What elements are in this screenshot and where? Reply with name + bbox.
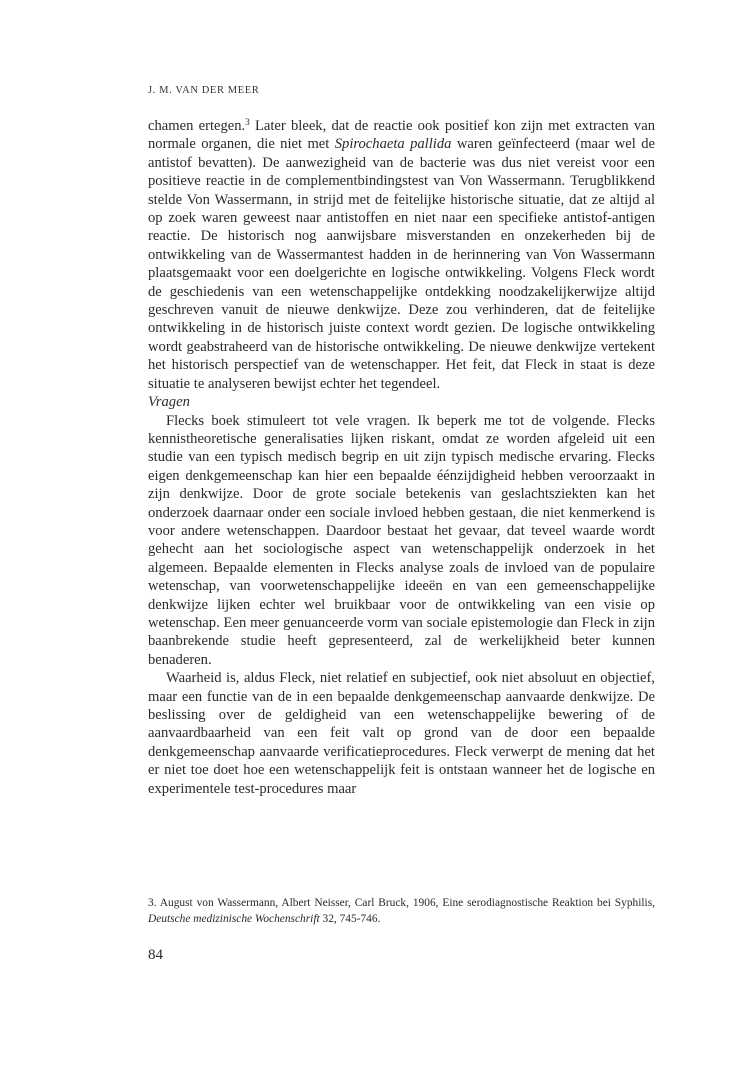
footnote-reference: 3 bbox=[245, 117, 250, 127]
body-text bbox=[148, 117, 655, 798]
running-head: J. M. VAN DER MEER bbox=[148, 85, 260, 96]
footnote-citation: 3. August von Wassermann, Albert Neisser, Carl Bruck, 1906, Eine serodiagnostische Reaktion bei Syphilis, bbox=[148, 897, 655, 909]
paragraph-continued bbox=[148, 117, 655, 393]
footnote-text bbox=[148, 896, 655, 927]
footnote-pages: 32, 745-746. bbox=[319, 912, 381, 925]
journal-title: Deutsche medizinische Wochenschrift bbox=[148, 912, 320, 925]
paragraph-text: waren geïnfecteerd (maar wel de antistof bevatten). De aanwezigheid van de bacterie was dus niet vereist voor een positieve reactie in de complementbindingstest van Von Wassermann. Terugblikkend stelde Von Wassermann, in strijd met de feitelijke historische situatie, dat ze altijd al op zoek waren geweest naar antistoffen en niet naar een specifieke antistof-antigen reactie. De historisch nog aanwijsbare misverstanden en onzekerheden bij de ontwikkeling van de Wassermantest hadden in de herinnering van Von Wassermann plaatsgemaakt voor een doelgerichte en logische ontwikkeling. Volgens Fleck wordt de geschiedenis van een wetenschappelijke ontdekking noodzakelijkerwijze altijd geschreven vanuit de nieuwe denkwijze. Deze zou verhinderen, dat de feitelijke ontwikkeling in de historisch juiste context wordt gezien. De logische ontwikkeling wordt geabstraheerd van de historische ontwikkeling. De nieuwe denkwijze vertekent het historisch perspectief van de wetenschapper. Het feit, dat Fleck in staat is deze situatie te analyseren bewijst echter het tegendeel. bbox=[148, 136, 655, 392]
paragraph-text: Later bleek, dat de reactie ook positief kon zijn met extracten van normale organen, die niet met bbox=[148, 118, 655, 153]
page-number: 84 bbox=[148, 947, 163, 963]
paragraph-text: chamen ertegen. bbox=[148, 118, 246, 134]
paragraph: Waarheid is, aldus Fleck, niet relatief en subjectief, ook niet absoluut en objectief, maar een functie van de in een bepaalde denkgemeenschap aanvaarde denkwijze. De beslissing over de geldigheid van een wetenschappelijke bewering of de aanvaardbaarheid van een feit valt op grond van de door een bepaalde denkgemeenschap aanvaarde verificatieprocedures. Fleck verwerpt de mening dat het er niet toe doet hoe een wetenschappelijk feit is ontstaan wanneer het de logische en experimentele test-procedures maar bbox=[148, 670, 655, 797]
footnote bbox=[148, 896, 655, 927]
paragraph: Flecks boek stimuleert tot vele vragen. Ik beperk me tot de volgende. Flecks kennistheoretische generalisaties lijken riskant, omdat ze worden afgeleid uit een studie van een typisch medisch begrip en uit zijn typisch medische ervaring. Flecks eigen denkgemeenschap kan hier een bepaalde éénzijdigheid hebben veroorzaakt in zijn denkwijze. Door de grote sociale betekenis van geslachtsziekten kan het onderzoek daarnaar onder een sociale invloed hebben gestaan, die niet kenmerkend is voor andere wetenschappen. Daardoor bestaat het gevaar, dat teveel waarde wordt gehecht aan het sociologische aspect van wetenschappelijk onderzoek in het algemeen. Bepaalde elementen in Flecks analyse zoals de invloed van de populaire wetenschap, van voorwetenschappelijke ideeën en van een gemeenschappelijke denkwijze lijken echter wel bruikbaar voor de ontwikkeling van een visie op wetenschap. Een meer genuanceerde vorm van sociale epistemologie dan Fleck in zijn baanbrekende studie heeft gepresenteerd, zal de werkelijkheid beter kunnen benaderen. bbox=[148, 412, 655, 668]
species-name: Spirochaeta pallida bbox=[334, 136, 452, 153]
section-heading: Vragen bbox=[148, 394, 190, 411]
